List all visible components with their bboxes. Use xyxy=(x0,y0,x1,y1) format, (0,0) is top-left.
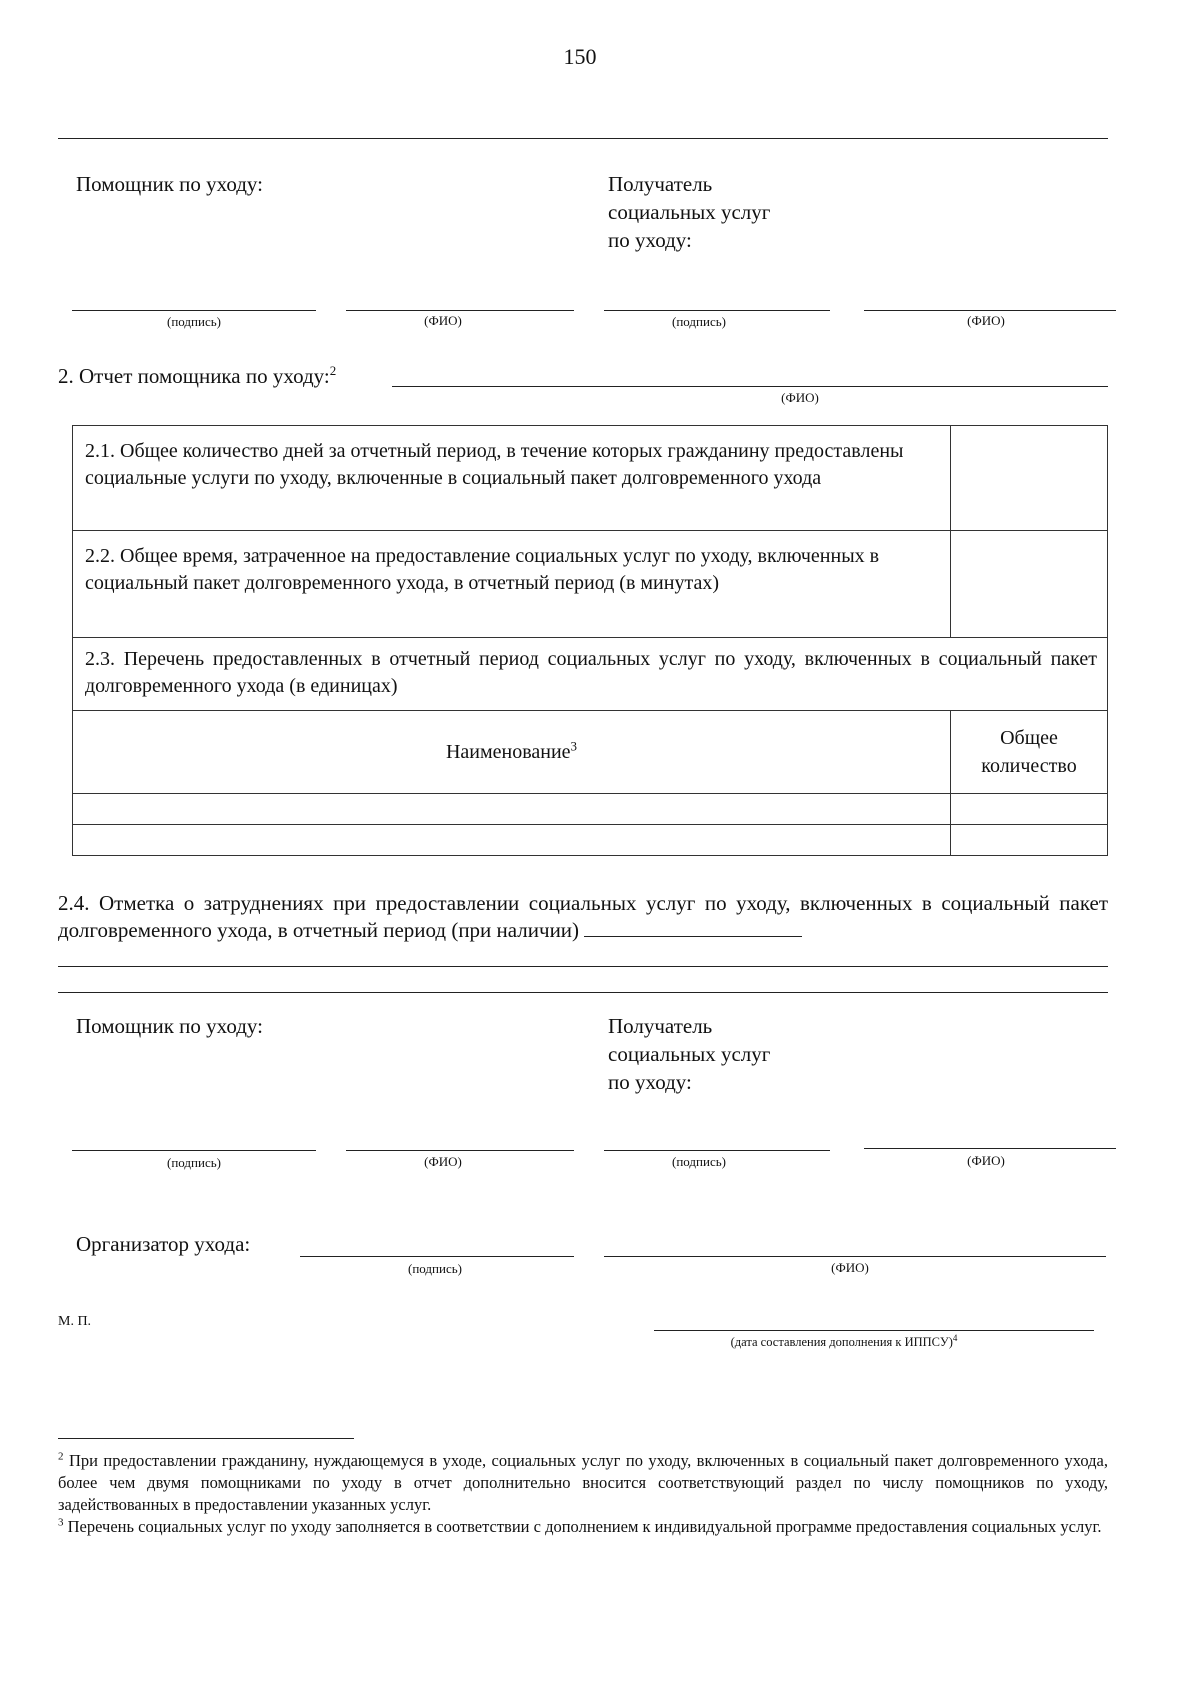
signature-caption: (подпись) xyxy=(672,314,726,329)
service-name-cell[interactable] xyxy=(73,825,951,856)
assistant-label: Помощник по уходу: xyxy=(76,172,263,196)
recipient-label xyxy=(608,1012,770,1096)
fio-caption: (ФИО) xyxy=(424,313,462,328)
recipient-label-line: по уходу: xyxy=(608,228,692,252)
difficulties-fill-line[interactable] xyxy=(584,918,802,937)
organizer-fio-caption: (ФИО) xyxy=(831,1260,869,1275)
table-row xyxy=(73,426,1108,531)
recipient-label xyxy=(608,170,770,254)
header-name xyxy=(73,711,951,794)
recipient-label-line: по уходу: xyxy=(608,1070,692,1094)
footnote-separator xyxy=(58,1438,354,1439)
top-divider xyxy=(58,138,1108,139)
section-2-title xyxy=(58,364,336,389)
organizer-fio-line[interactable] xyxy=(604,1256,1106,1257)
stamp-mark: М. П. xyxy=(58,1314,92,1329)
recipient-fio-line[interactable] xyxy=(864,1148,1116,1149)
row-2-1-label: 2.1. Общее количество дней за отчетный период, в течение которых гражданину предоставлены социальные услуги по уходу, включенные в социальный пакет долговременного ухода xyxy=(73,426,951,531)
date-caption-text: (дата составления дополнения к ИППСУ) xyxy=(730,1335,953,1349)
page-number: 150 xyxy=(563,44,597,69)
footnote-mark: 2 xyxy=(58,1450,64,1463)
row-2-2-label: 2.2. Общее время, затраченное на предоставление социальных услуг по уходу, включенных в социальный пакет долговременного ухода, в отчетный период (в минутах) xyxy=(73,531,951,638)
difficulties-line[interactable] xyxy=(58,966,1108,967)
organizer-signature-caption: (подпись) xyxy=(408,1261,462,1276)
footnote-ref: 3 xyxy=(570,737,578,753)
section-2-fio-line[interactable] xyxy=(392,386,1108,387)
report-table xyxy=(72,425,1108,856)
footnote-text: При предоставлении гражданину, нуждающемуся в уходе, социальных услуг по уходу, включенных в социальный пакет долговременного ухода, более чем двумя помощниками по уходу в отчет дополнительно вносится соответствующий раздел по числу помощников по уходу, задействованных в предоставлении указанных услуг. xyxy=(58,1451,1108,1514)
recipient-signature-line[interactable] xyxy=(604,310,830,311)
section-2-4-paragraph xyxy=(58,890,1108,944)
recipient-label-line: Получатель xyxy=(608,1014,713,1038)
service-quantity-cell[interactable] xyxy=(951,794,1108,825)
footnote-mark: 3 xyxy=(58,1516,64,1529)
row-2-2-value[interactable] xyxy=(951,531,1108,638)
footnote-text: Перечень социальных услуг по уходу заполняется в соответствии с дополнением к индивидуальной программе предоставления социальных услуг. xyxy=(67,1517,1102,1536)
table-row xyxy=(73,825,1108,856)
organizer-label: Организатор ухода: xyxy=(76,1232,251,1256)
table-row xyxy=(73,794,1108,825)
fio-caption: (ФИО) xyxy=(967,1153,1005,1168)
service-name-cell[interactable] xyxy=(73,794,951,825)
footnote xyxy=(58,1516,1108,1538)
organizer-signature-line[interactable] xyxy=(300,1256,574,1257)
assistant-label: Помощник по уходу: xyxy=(76,1014,263,1038)
footnote-ref: 4 xyxy=(952,1332,958,1343)
footnotes xyxy=(58,1450,1108,1538)
fio-caption: (ФИО) xyxy=(967,313,1005,328)
table-row xyxy=(73,638,1108,711)
assistant-signature-line[interactable] xyxy=(72,310,316,311)
row-2-1-value[interactable] xyxy=(951,426,1108,531)
service-quantity-cell[interactable] xyxy=(951,825,1108,856)
section-2-fio-caption: (ФИО) xyxy=(781,390,819,405)
assistant-fio-line[interactable] xyxy=(346,310,574,311)
header-total-quantity: Общее количество xyxy=(951,711,1108,794)
footnote-ref: 2 xyxy=(329,363,337,378)
assistant-signature-line[interactable] xyxy=(72,1150,316,1151)
signature-caption: (подпись) xyxy=(167,1155,221,1170)
assistant-fio-line[interactable] xyxy=(346,1150,574,1151)
row-2-3-label: 2.3. Перечень предоставленных в отчетный период социальных услуг по уходу, включенных в социальный пакет долговременного ухода (в единицах) xyxy=(73,638,1108,711)
table-row xyxy=(73,531,1108,638)
recipient-label-line: социальных услуг xyxy=(608,1042,771,1066)
footnote xyxy=(58,1450,1108,1516)
difficulties-line[interactable] xyxy=(58,992,1108,993)
date-caption xyxy=(654,1332,1034,1350)
fio-caption: (ФИО) xyxy=(424,1154,462,1169)
date-line[interactable] xyxy=(654,1330,1094,1331)
recipient-label-line: социальных услуг xyxy=(608,200,771,224)
recipient-fio-line[interactable] xyxy=(864,310,1116,311)
header-name-text: Наименование xyxy=(445,740,571,763)
signature-caption: (подпись) xyxy=(167,314,221,329)
signature-caption: (подпись) xyxy=(672,1154,726,1169)
recipient-signature-line[interactable] xyxy=(604,1150,830,1151)
section-2-4-text: 2.4. Отметка о затруднениях при предоставлении социальных услуг по уходу, включенных в социальный пакет долговременного ухода, в отчетный период (при наличии) xyxy=(58,891,1108,942)
section-2-title-text: 2. Отчет помощника по уходу: xyxy=(58,364,330,388)
table-header-row xyxy=(73,711,1108,794)
recipient-label-line: Получатель xyxy=(608,172,713,196)
